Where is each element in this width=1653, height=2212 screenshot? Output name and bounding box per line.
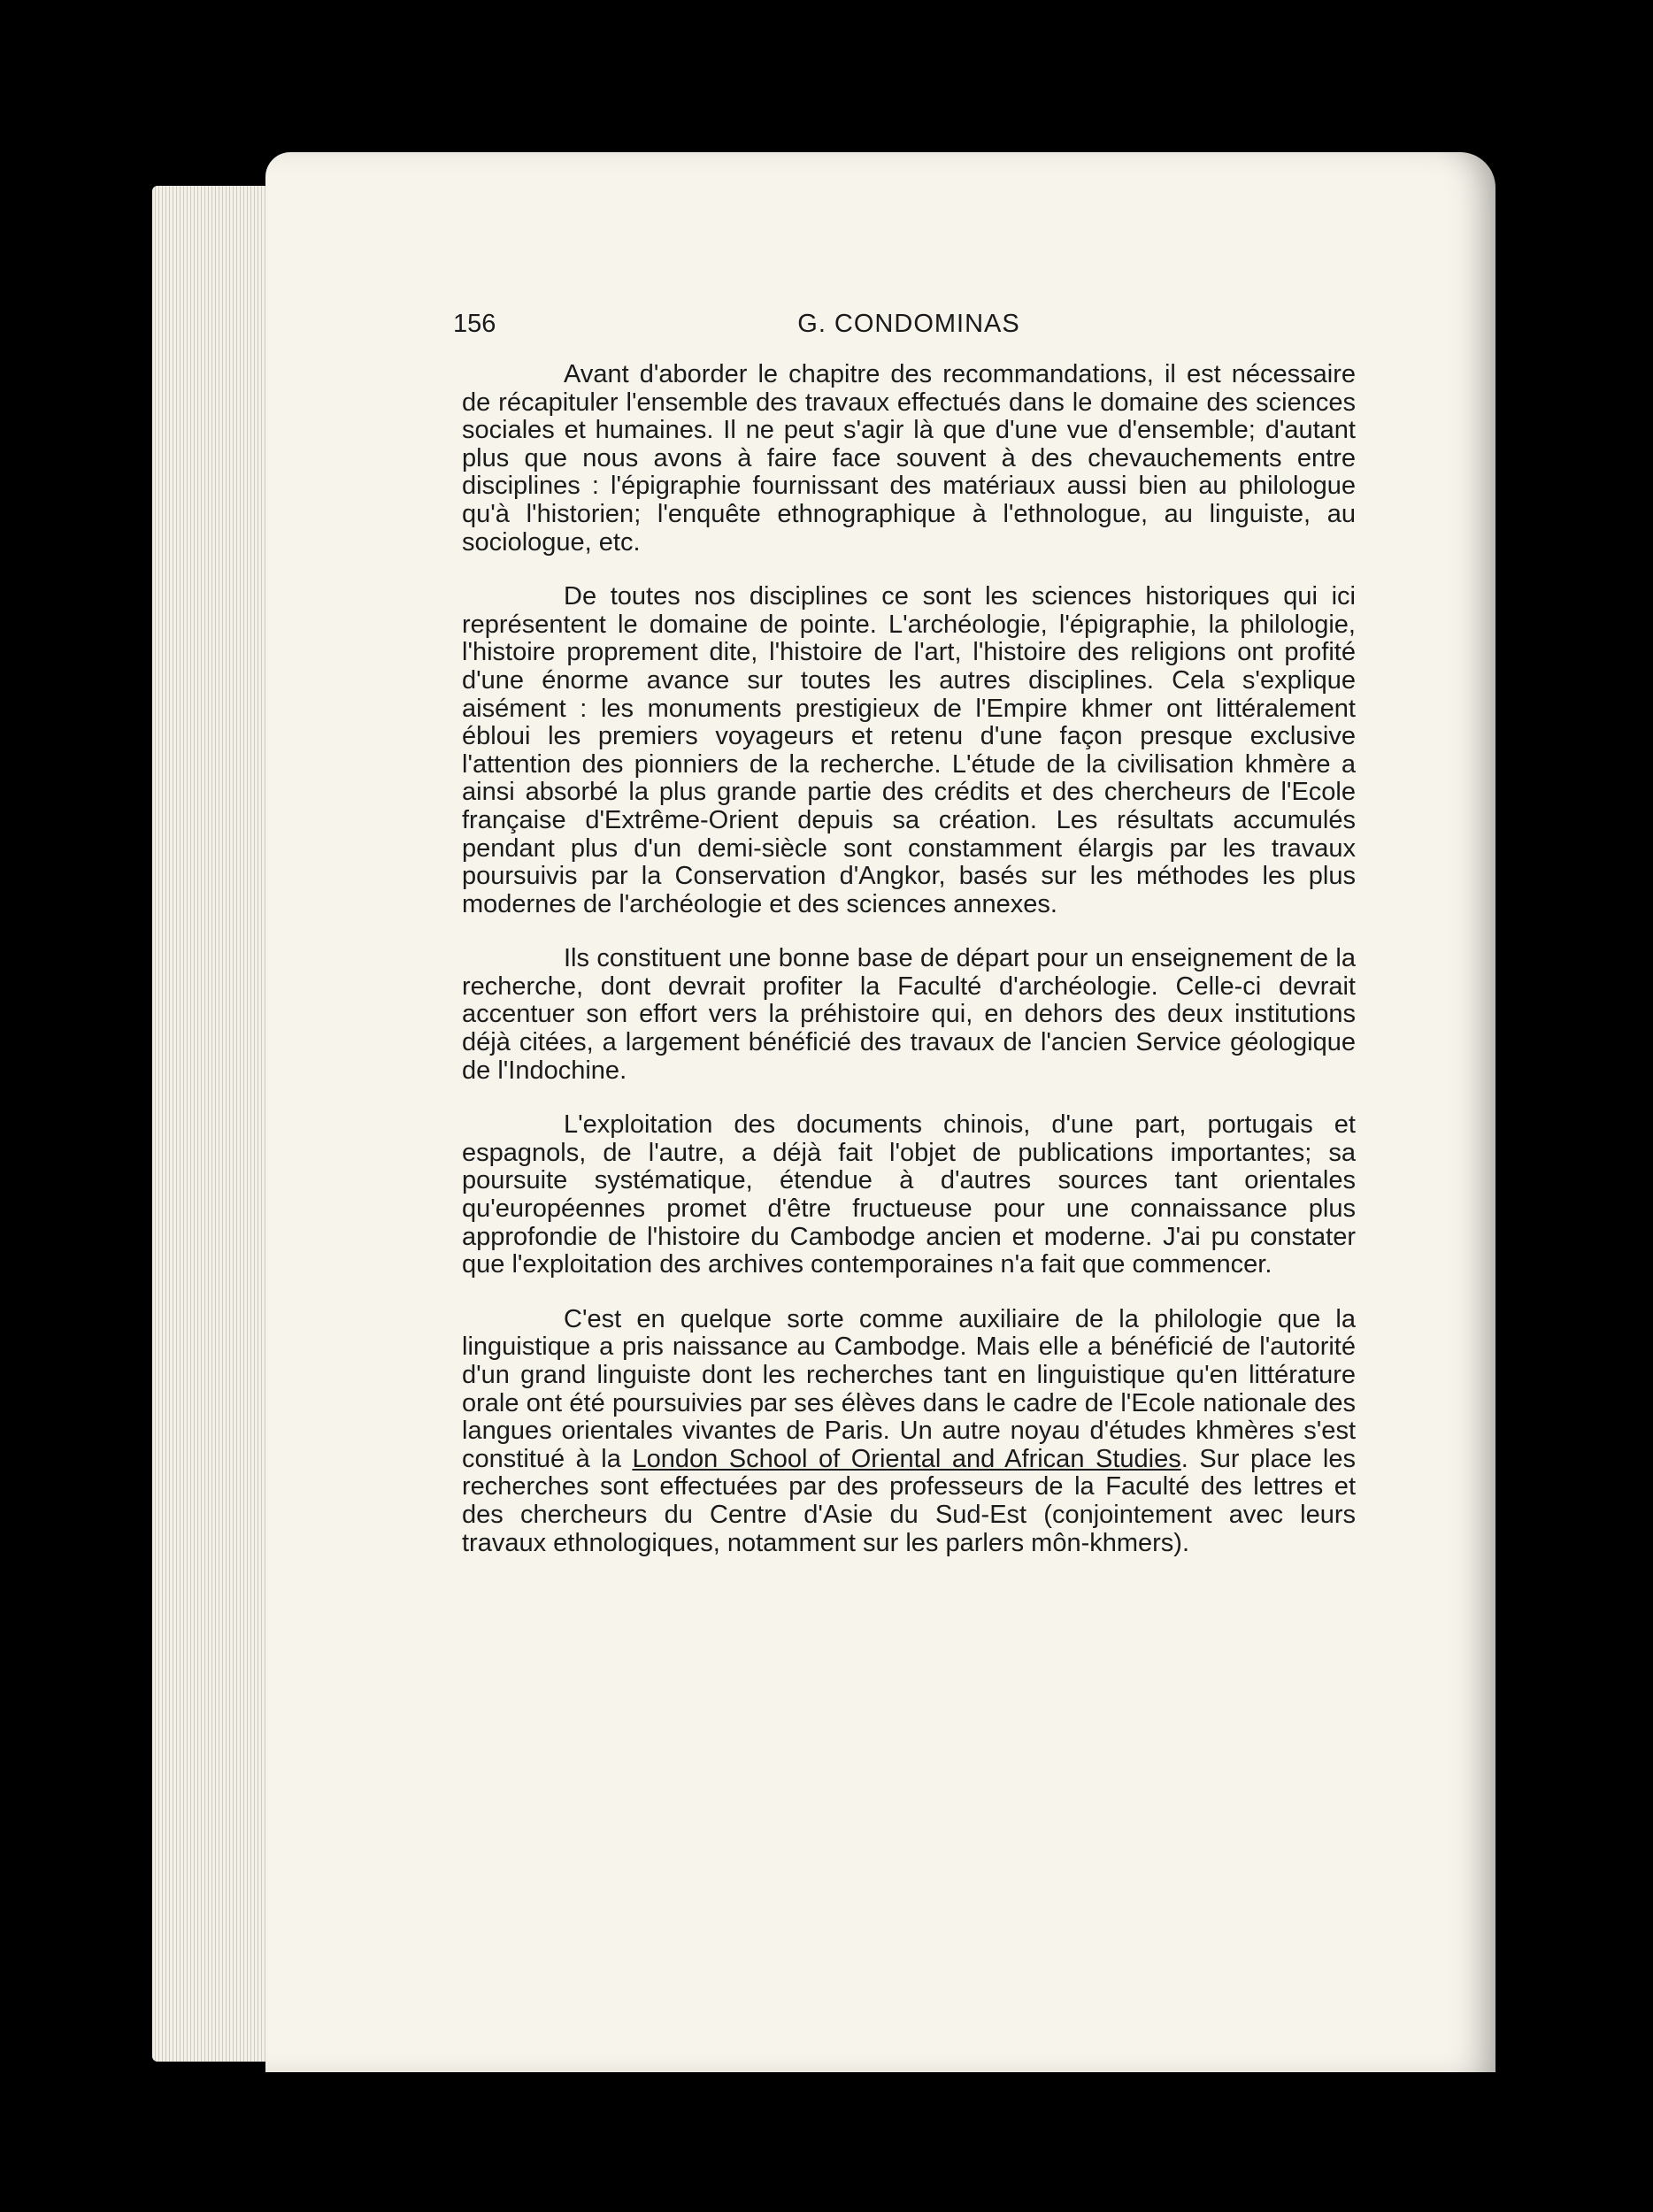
institution-name: London School of Oriental and African Studies [632,1444,1181,1473]
paragraph-4: L'exploitation des documents chinois, d'une part, portugais et espagnols, de l'autre, a déjà fait l'objet de publications importantes; sa poursuite systématique, étendue à d'autres sources tant orientales qu'européennes promet d'être fructueuse pour une connaissance plus approfondie de l'histoire du Cambodge ancien et moderne. J'ai pu constater que l'exploitation des archives contemporaines n'a fait que commencer. [462,1110,1356,1279]
page-number: 156 [453,310,496,338]
body-text [462,361,1356,1584]
paragraph-5 [462,1306,1356,1557]
paragraph-2: De toutes nos disciplines ce sont les sciences historiques qui ici représentent le domaine de pointe. L'archéologie, l'épigraphie, la philologie, l'histoire proprement dite, l'histoire de l'art, l'histoire des religions ont profité d'une énorme avance sur toutes les autres disciplines. Cela s'explique aisément : les monuments prestigieux de l'Empire khmer ont littéralement ébloui les premiers voyageurs et retenu d'une façon presque exclusive l'attention des pionniers de la recherche. L'étude de la civilisation khmère a ainsi absorbé la plus grande partie des crédits et des chercheurs de l'Ecole française d'Extrême-Orient depuis sa création. Les résultats accumulés pendant plus d'un demi-siècle sont constamment élargis par les travaux poursuivis par la Conservation d'Angkor, basés sur les méthodes les plus modernes de l'archéologie et des sciences annexes. [462,582,1356,918]
paragraph-5-end: . Sur place les recherches sont effectuées par des professeurs de la Faculté des lettres et des chercheurs du Centre d'Asie du Sud-Est (conjointement avec leurs travaux ethnologiques, notamment sur les parlers môn-khmers). [462,1444,1356,1557]
running-head: G. CONDOMINAS [797,310,1020,338]
paragraph-3: Ils constituent une bonne base de départ pour un enseignement de la recherche, dont devrait profiter la Faculté d'archéologie. Celle-ci devrait accentuer son effort vers la préhistoire qui, en dehors des deux institutions déjà citées, a largement bénéficié des travaux de l'ancien Service géologique de l'Indochine. [462,944,1356,1085]
book-page [265,152,1495,2072]
paragraph-1: Avant d'aborder le chapitre des recommandations, il est nécessaire de récapituler l'ensemble des travaux effectués dans le domaine des sciences sociales et humaines. Il ne peut s'agir là que d'une vue d'ensemble; d'autant plus que nous avons à faire face souvent à des chevauchements entre disciplines : l'épigraphie fournissant des matériaux aussi bien au philologue qu'à l'historien; l'enquête ethnographique à l'ethnologue, au linguiste, au sociologue, etc. [462,360,1356,557]
paragraph-5-start: C'est en quelque sorte comme auxiliaire de la philologie que la linguistique a pris naissance au Cambodge. Mais elle a bénéficié de l'autorité d'un grand linguiste dont les recherches tant en linguistique qu'en littérature orale ont été poursuivies par ses élèves dans le cadre de l'Ecole nationale des langues orientales vivantes de Paris. Un autre noyau d'études khmères s'est constitué à la [462,1304,1356,1473]
